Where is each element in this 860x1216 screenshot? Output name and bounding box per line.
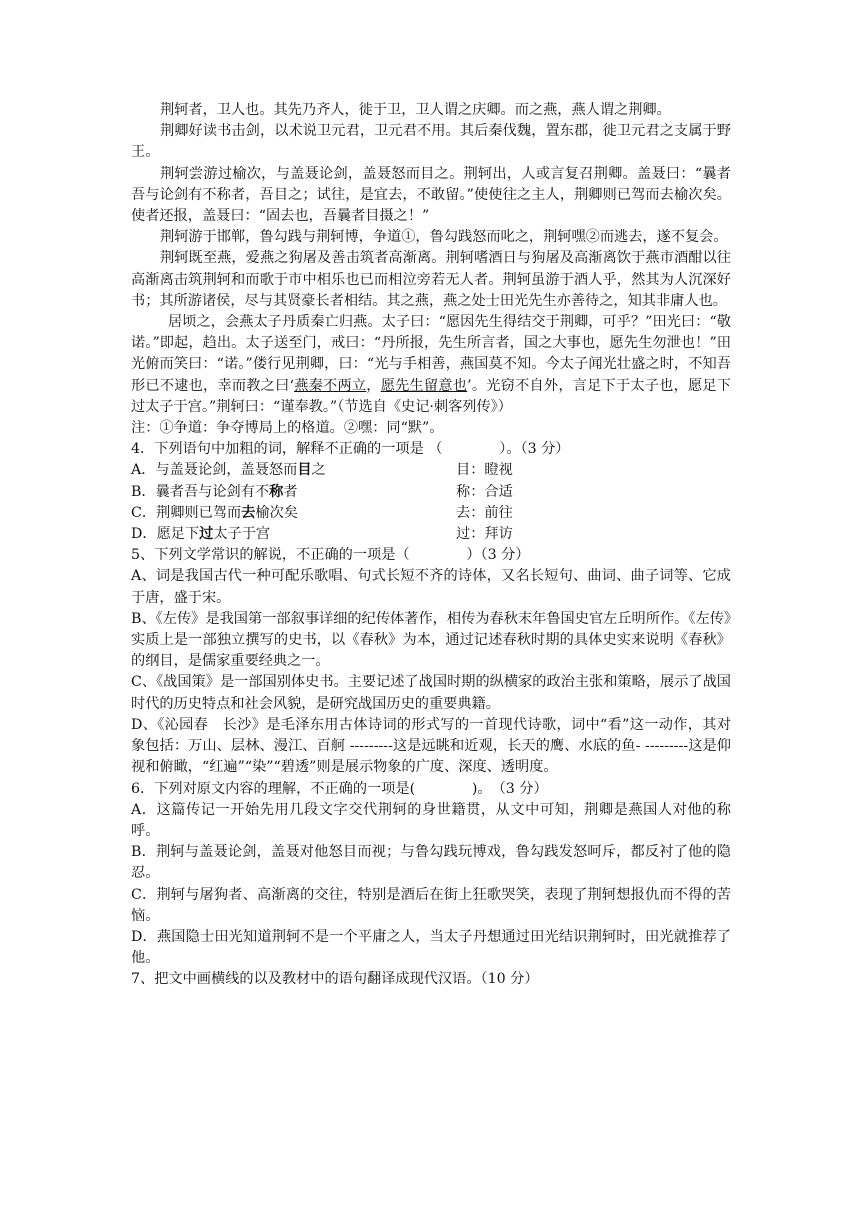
passage-paragraph-6	[131, 312, 731, 418]
question-6-option-b: B．荆轲与盖聂论剑，盖聂对他怒目而视；与鲁勾践玩博戏，鲁勾践发怒呵斥，都反衬了他的隐忍。	[131, 844, 731, 882]
option-a-explanation: 目：瞪视	[456, 462, 513, 479]
question-4-stem: 4．下列语句中加粗的词，解释不正确的一项是 （ ）。（3 分）	[131, 441, 570, 458]
question-5-option-a: A、词是我国古代一种可配乐歌唱、句式长短不齐的诗体，又名长短句、曲词、曲子词等、它成于唐，盛于宋。	[131, 568, 731, 606]
option-b-pre: B．曩者吾与论剑有不	[131, 483, 270, 500]
question-6-option-c: C．荆轲与屠狗者、高渐离的交往，特别是酒后在街上狂歌哭笑，表现了荆轲想报仇而不得的苦恼。	[131, 886, 731, 924]
question-5-option-c: C、《战国策》是一部国别体史书。主要记述了战国时期的纵横家的政治主张和策略，展示了战国时代的历史特点和社会风貌，是研究战国历史的重要典籍。	[131, 674, 731, 712]
option-d-sentence	[131, 524, 456, 545]
question-5-stem: 5、下列文学常识的解说，不正确的一项是（ ）（3 分）	[131, 547, 530, 564]
question-4-option-a	[131, 460, 731, 481]
paragraph-6-text: 居顷之，会燕太子丹质秦亡归燕。太子曰：“愿因先生得结交于荆卿，可乎？”田光曰：“敬诺。”即起，趋出。太子送至门，戒曰：“丹所报，先生所言者，国之大事也，愿先生勿泄也！”田光俯而笑曰：“诺。”偻行见荆卿，曰：“光与手相善，燕国莫不知。今太子闻光壮盛之时，不知吾形已不逮也，幸而教之曰‘	[131, 314, 731, 394]
option-c-post: 榆次矣	[255, 504, 298, 521]
option-d-post: 太子于宫	[213, 526, 271, 543]
question-4-option-c	[131, 503, 731, 524]
question-6-option-a: A．这篇传记一开始先用几段文字交代荆轲的身世籍贯，从文中可知，荆卿是燕国人对他的称呼。	[131, 801, 731, 839]
passage-paragraph-4: 荆轲游于邯郸，鲁勾践与荆轲博，争道①，鲁勾践怒而叱之，荆轲嘿②而逃去，遂不复会。	[160, 229, 728, 246]
underlined-sentence-1: 燕秦不两立	[294, 377, 367, 394]
option-a-pre: A．与盖聂论剑，盖聂怒而	[131, 462, 298, 479]
option-b-explanation: 称：合适	[456, 483, 513, 500]
option-d-bold-word: 过	[199, 526, 214, 543]
option-c-sentence	[131, 503, 456, 524]
option-b-sentence	[131, 482, 456, 503]
passage-paragraph-5: 荆轲既至燕，爱燕之狗屠及善击筑者高渐离。荆轲嗜酒日与狗屠及高渐离饮于燕市酒酣以往高渐离击筑荆轲和而歌于市中相乐也已而相泣旁若无人者。荆轲虽游于酒人乎，然其为人沉深好书；其所游诸侯，尽与其贤豪长者相结。其之燕，燕之处士田光先生亦善待之，知其非庸人也。	[131, 250, 731, 309]
option-c-explanation: 去：前往	[456, 504, 513, 521]
paragraph-6-text-end: ’。光窃不自外，言足下于太子也，愿足下过太子于宫。”荆轲曰：“谨奉教。”（节选自《史记·刺客列传》）	[131, 377, 731, 415]
option-c-bold-word: 去	[241, 504, 256, 521]
option-b-post: 者	[283, 483, 298, 500]
paragraph-6-comma: ，	[366, 377, 381, 394]
question-4-option-d	[131, 524, 731, 545]
option-a-post: 之	[311, 462, 326, 479]
option-a-sentence	[131, 460, 456, 481]
option-a-bold-word: 目	[297, 462, 312, 479]
option-b-bold-word: 称	[269, 483, 284, 500]
text-column	[131, 100, 731, 991]
passage-paragraph-1: 荆轲者，卫人也。其先乃齐人，徙于卫，卫人谓之庆卿。而之燕，燕人谓之荆卿。	[160, 102, 671, 118]
question-4-option-b	[131, 482, 731, 503]
question-5-option-d: D、《沁园春 长沙》是毛泽东用古体诗词的形式写的一首现代诗歌，词中“看”这一动作，其对象包括：万山、层林、漫江、百舸 ---------这是远眺和近观，长天的鹰、水底的鱼- ---------这是仰视和俯瞰，“红遍”“染”“碧透”则是展示物象的广度、深度、透明度。	[131, 716, 731, 776]
option-d-explanation: 过：拜访	[456, 526, 513, 543]
annotation-note: 注：①争道：争夺博局上的格道。②嘿：同“默”。	[131, 420, 444, 437]
question-6-option-d: D．燕国隐士田光知道荆轲不是一个平庸之人，当太子丹想通过田光结识荆轲时，田光就推荐了他。	[131, 928, 731, 967]
option-c-pre: C．荆卿则已驾而	[131, 504, 242, 521]
question-7-stem: 7、把文中画横线的以及教材中的语句翻译成现代汉语。（10 分）	[131, 971, 539, 988]
passage-paragraph-3: 荆轲尝游过榆次，与盖聂论剑，盖聂怒而目之。荆轲出，人或言复召荆卿。盖聂曰：“曩者吾与论剑有不称者，吾目之；试往，是宜去，不敢留。”使使往之主人，荆卿则已驾而去榆次矣。使者还报，盖聂曰：“固去也，吾曩者目摄之！”	[131, 165, 731, 225]
question-6-stem: 6．下列对原文内容的理解，不正确的一项是( )。 （3 分）	[131, 780, 548, 797]
question-5-option-b: B、《左传》是我国第一部叙事详细的纪传体著作，相传为春秋末年鲁国史官左丘明所作。《左传》实质上是一部独立撰写的史书，以《春秋》为本，通过记述春秋时期的具体史实来说明《春秋》的纲目，是儒家重要经典之一。	[131, 610, 731, 670]
underlined-sentence-2: 愿先生留意也	[380, 377, 468, 394]
passage-paragraph-2: 荆卿好读书击剑，以术说卫元君，卫元君不用。其后秦伐魏，置东郡，徙卫元君之支属于野王。	[131, 123, 731, 161]
option-d-pre: D．愿足下	[131, 526, 200, 543]
